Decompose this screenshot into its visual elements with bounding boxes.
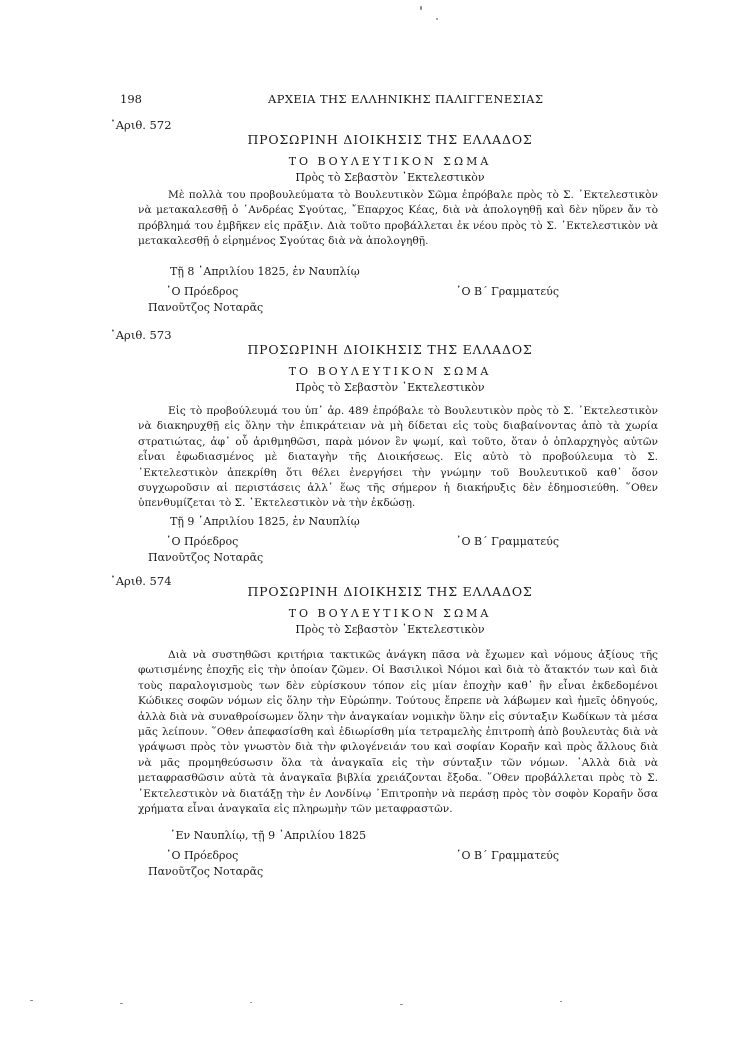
president-title: ῾Ο Πρόεδρος bbox=[166, 849, 239, 862]
document-text bbox=[138, 404, 658, 512]
document-number: ᾿Αριθ. 573 bbox=[110, 328, 172, 342]
document-heading: ΠΡΟΣΩΡΙΝΗ ΔΙΟΙΚΗΣΙΣ ΤΗΣ ΕΛΛΑΔΟΣ bbox=[247, 342, 533, 357]
document-text bbox=[138, 648, 658, 817]
document-date: Τῇ 8 ᾿Απριλίου 1825, ἐν Ναυπλίῳ bbox=[170, 265, 360, 278]
issuing-body: ΤΟ ΒΟΥΛΕΥΤΙΚΟΝ ΣΩΜΑ bbox=[288, 155, 492, 168]
document-heading: ΠΡΟΣΩΡΙΝΗ ΔΙΟΙΚΗΣΙΣ ΤΗΣ ΕΛΛΑΔΟΣ bbox=[247, 132, 533, 147]
secretary-title: ῾Ο Β΄ Γραμματεύς bbox=[456, 535, 559, 548]
president-title: ῾Ο Πρόεδρος bbox=[166, 535, 239, 548]
document-number: ᾿Αριθ. 574 bbox=[110, 574, 172, 588]
issuing-body: ΤΟ ΒΟΥΛΕΥΤΙΚΟΝ ΣΩΜΑ bbox=[288, 607, 492, 620]
document-573 bbox=[110, 328, 670, 568]
running-header bbox=[120, 92, 590, 108]
page-number: 198 bbox=[120, 92, 142, 106]
secretary-title: ῾Ο Β΄ Γραμματεύς bbox=[456, 849, 559, 862]
president-name: Πανοῦτζος Νοταρᾶς bbox=[148, 301, 264, 314]
document-number: ᾿Αριθ. 572 bbox=[110, 118, 172, 132]
document-paragraph: Εἰς τὸ προβούλευμά του ὑπ᾿ ἀρ. 489 ἐπρόβαλε τὸ Βουλευτικὸν πρὸς τὸ Σ. ᾿Εκτελεστικὸν νὰ διακηρυχθῇ εἰς ὅλην τὴν ἐπικράτειαν νὰ μὴ δίδεται εἰς τοὺς διαβαίνοντας ἀπὸ τὰ χωρία στρατιώτας, ἀφ᾿ οὗ ἀριθμηθῶσι, παρὰ μόνον ἓν ψωμί, καὶ τοῦτο, ὅταν ὁ ὁπλαρχηγὸς αὐτῶν εἶναι ἐφωδιασμένος μὲ διαταγὴν τῆς Διοικήσεως. Εἰς αὐτὸ τὸ προβούλευμα τὸ Σ. ᾿Εκτελεστικὸν ἀπεκρίθη ὅτι θέλει ἐνεργήσει τὴν γνώμην τοῦ Βουλευτικοῦ καθ᾿ ὅσον συγχωροῦσιν αἱ περιστάσεις ἀλλ᾿ ἕως τῆς σήμερον ἡ διακήρυξις δὲν ἐδημοσιεύθη. ῞Οθεν ὑπενθυμίζεται τὸ Σ. ᾿Εκτελεστικὸν νὰ τὴν ἐκδώσῃ. bbox=[138, 405, 658, 510]
document-574 bbox=[110, 574, 670, 884]
document-paragraph: Διὰ νὰ συστηθῶσι κριτήρια τακτικῶς ἀνάγκη πᾶσα νὰ ἔχωμεν καὶ νόμους ἀξίους τῆς φωτισμένης ἐποχῆς εἰς τὴν ὁποίαν ζῶμεν. Οἱ Βασιλικοὶ Νόμοι καὶ διὰ τὸ ἄτακτόν των καὶ διὰ τοὺς παραλογισμοὺς των δὲν εὑρίσκουν τόπον εἰς μίαν ἐποχὴν καθ᾿ ἣν εἶναι ἐκδεδομένοι Κώδικες σοφῶν νόμων εἰς ὅλην τὴν Εὐρώπην. Τούτους ἔπρεπε νὰ λάβωμεν καὶ ἡμεῖς ὁδηγούς, ἀλλὰ διὰ νὰ συναθροίσωμεν ὅλην τὴν ἀναγκαίαν νομικὴν ὕλην εἰς σύνταξιν Κωδίκων τὰ μέσα μᾶς λείπουν. ῞Οθεν ἀπεφασίσθη καὶ ἐδιωρίσθη μία τετραμελὴς ἐπιτροπὴ ἀπὸ βουλευτὰς διὰ νὰ γράψωσι πρὸς τὸν γνωστὸν διὰ τὴν φιλογένειάν του καὶ σοφίαν Κοραῆν καὶ πρὸς ἄλλους διὰ νὰ μᾶς προμηθεύσωσιν ὅλα τὰ ἀναγκαῖα εἰς τὴν σύνταξιν τῶν νόμων. ᾿Αλλὰ διὰ νὰ μεταφρασθῶσιν αὐτὰ τὰ ἀναγκαῖα βιβλία χρειάζονται ἔξοδα. ῞Οθεν προβάλλεται πρὸς τὸ Σ. ᾿Εκτελεστικὸν νὰ διατάξῃ τὴν ἐν Λονδίνῳ ᾿Επιτροπὴν νὰ περάσῃ πρὸς τὸν σοφὸν Κοραῆν ὅσα χρήματα εἶναι ἀναγκαῖα εἰς πληρωμὴν τῶν μεταφραστῶν. bbox=[138, 649, 658, 816]
addressee: Πρὸς τὸ Σεβαστὸν ᾿Εκτελεστικὸν bbox=[295, 171, 485, 184]
president-name: Πανοῦτζος Νοταρᾶς bbox=[148, 865, 264, 878]
issuing-body: ΤΟ ΒΟΥΛΕΥΤΙΚΟΝ ΣΩΜΑ bbox=[288, 365, 492, 378]
document-572 bbox=[110, 118, 670, 318]
addressee: Πρὸς τὸ Σεβαστὸν ᾿Εκτελεστικὸν bbox=[295, 623, 485, 636]
secretary-title: ῾Ο Β΄ Γραμματεύς bbox=[456, 285, 559, 298]
addressee: Πρὸς τὸ Σεβαστὸν ᾿Εκτελεστικὸν bbox=[295, 381, 485, 394]
president-title: ῾Ο Πρόεδρος bbox=[166, 285, 239, 298]
document-text bbox=[138, 188, 658, 250]
running-title: ΑΡΧΕΙΑ ΤΗΣ ΕΛΛΗΝΙΚΗΣ ΠΑΛΙΓΓΕΝΕΣΙΑΣ bbox=[268, 92, 544, 106]
document-date: ᾿Εν Ναυπλίῳ, τῇ 9 ᾿Απριλίου 1825 bbox=[170, 829, 367, 842]
document-heading: ΠΡΟΣΩΡΙΝΗ ΔΙΟΙΚΗΣΙΣ ΤΗΣ ΕΛΛΑΔΟΣ bbox=[247, 584, 533, 599]
document-date: Τῇ 9 ᾿Απριλίου 1825, ἐν Ναυπλίῳ bbox=[170, 515, 360, 528]
president-name: Πανοῦτζος Νοταρᾶς bbox=[148, 551, 264, 564]
document-paragraph: Μὲ πολλὰ του προβουλεύματα τὸ Βουλευτικὸν Σῶμα ἐπρόβαλε πρὸς τὸ Σ. ᾿Εκτελεστικὸν νὰ μετακαλεσθῇ ὁ ᾿Ανδρέας Σγούτας, ῎Επαρχος Κέας, διὰ νὰ ἀπολογηθῇ καὶ δὲν ηὕρεν ἄν τὸ πρόβλημά του ἐμβῆκεν εἰς πρᾶξιν. Διὰ τοῦτο προβάλλεται ἐκ νέου πρὸς τὸ Σ. ᾿Εκτελεστικὸν νὰ μετακαλεσθῇ ὁ εἰρημένος Σγούτας διὰ νὰ ἀπολογηθῇ. bbox=[138, 189, 658, 248]
